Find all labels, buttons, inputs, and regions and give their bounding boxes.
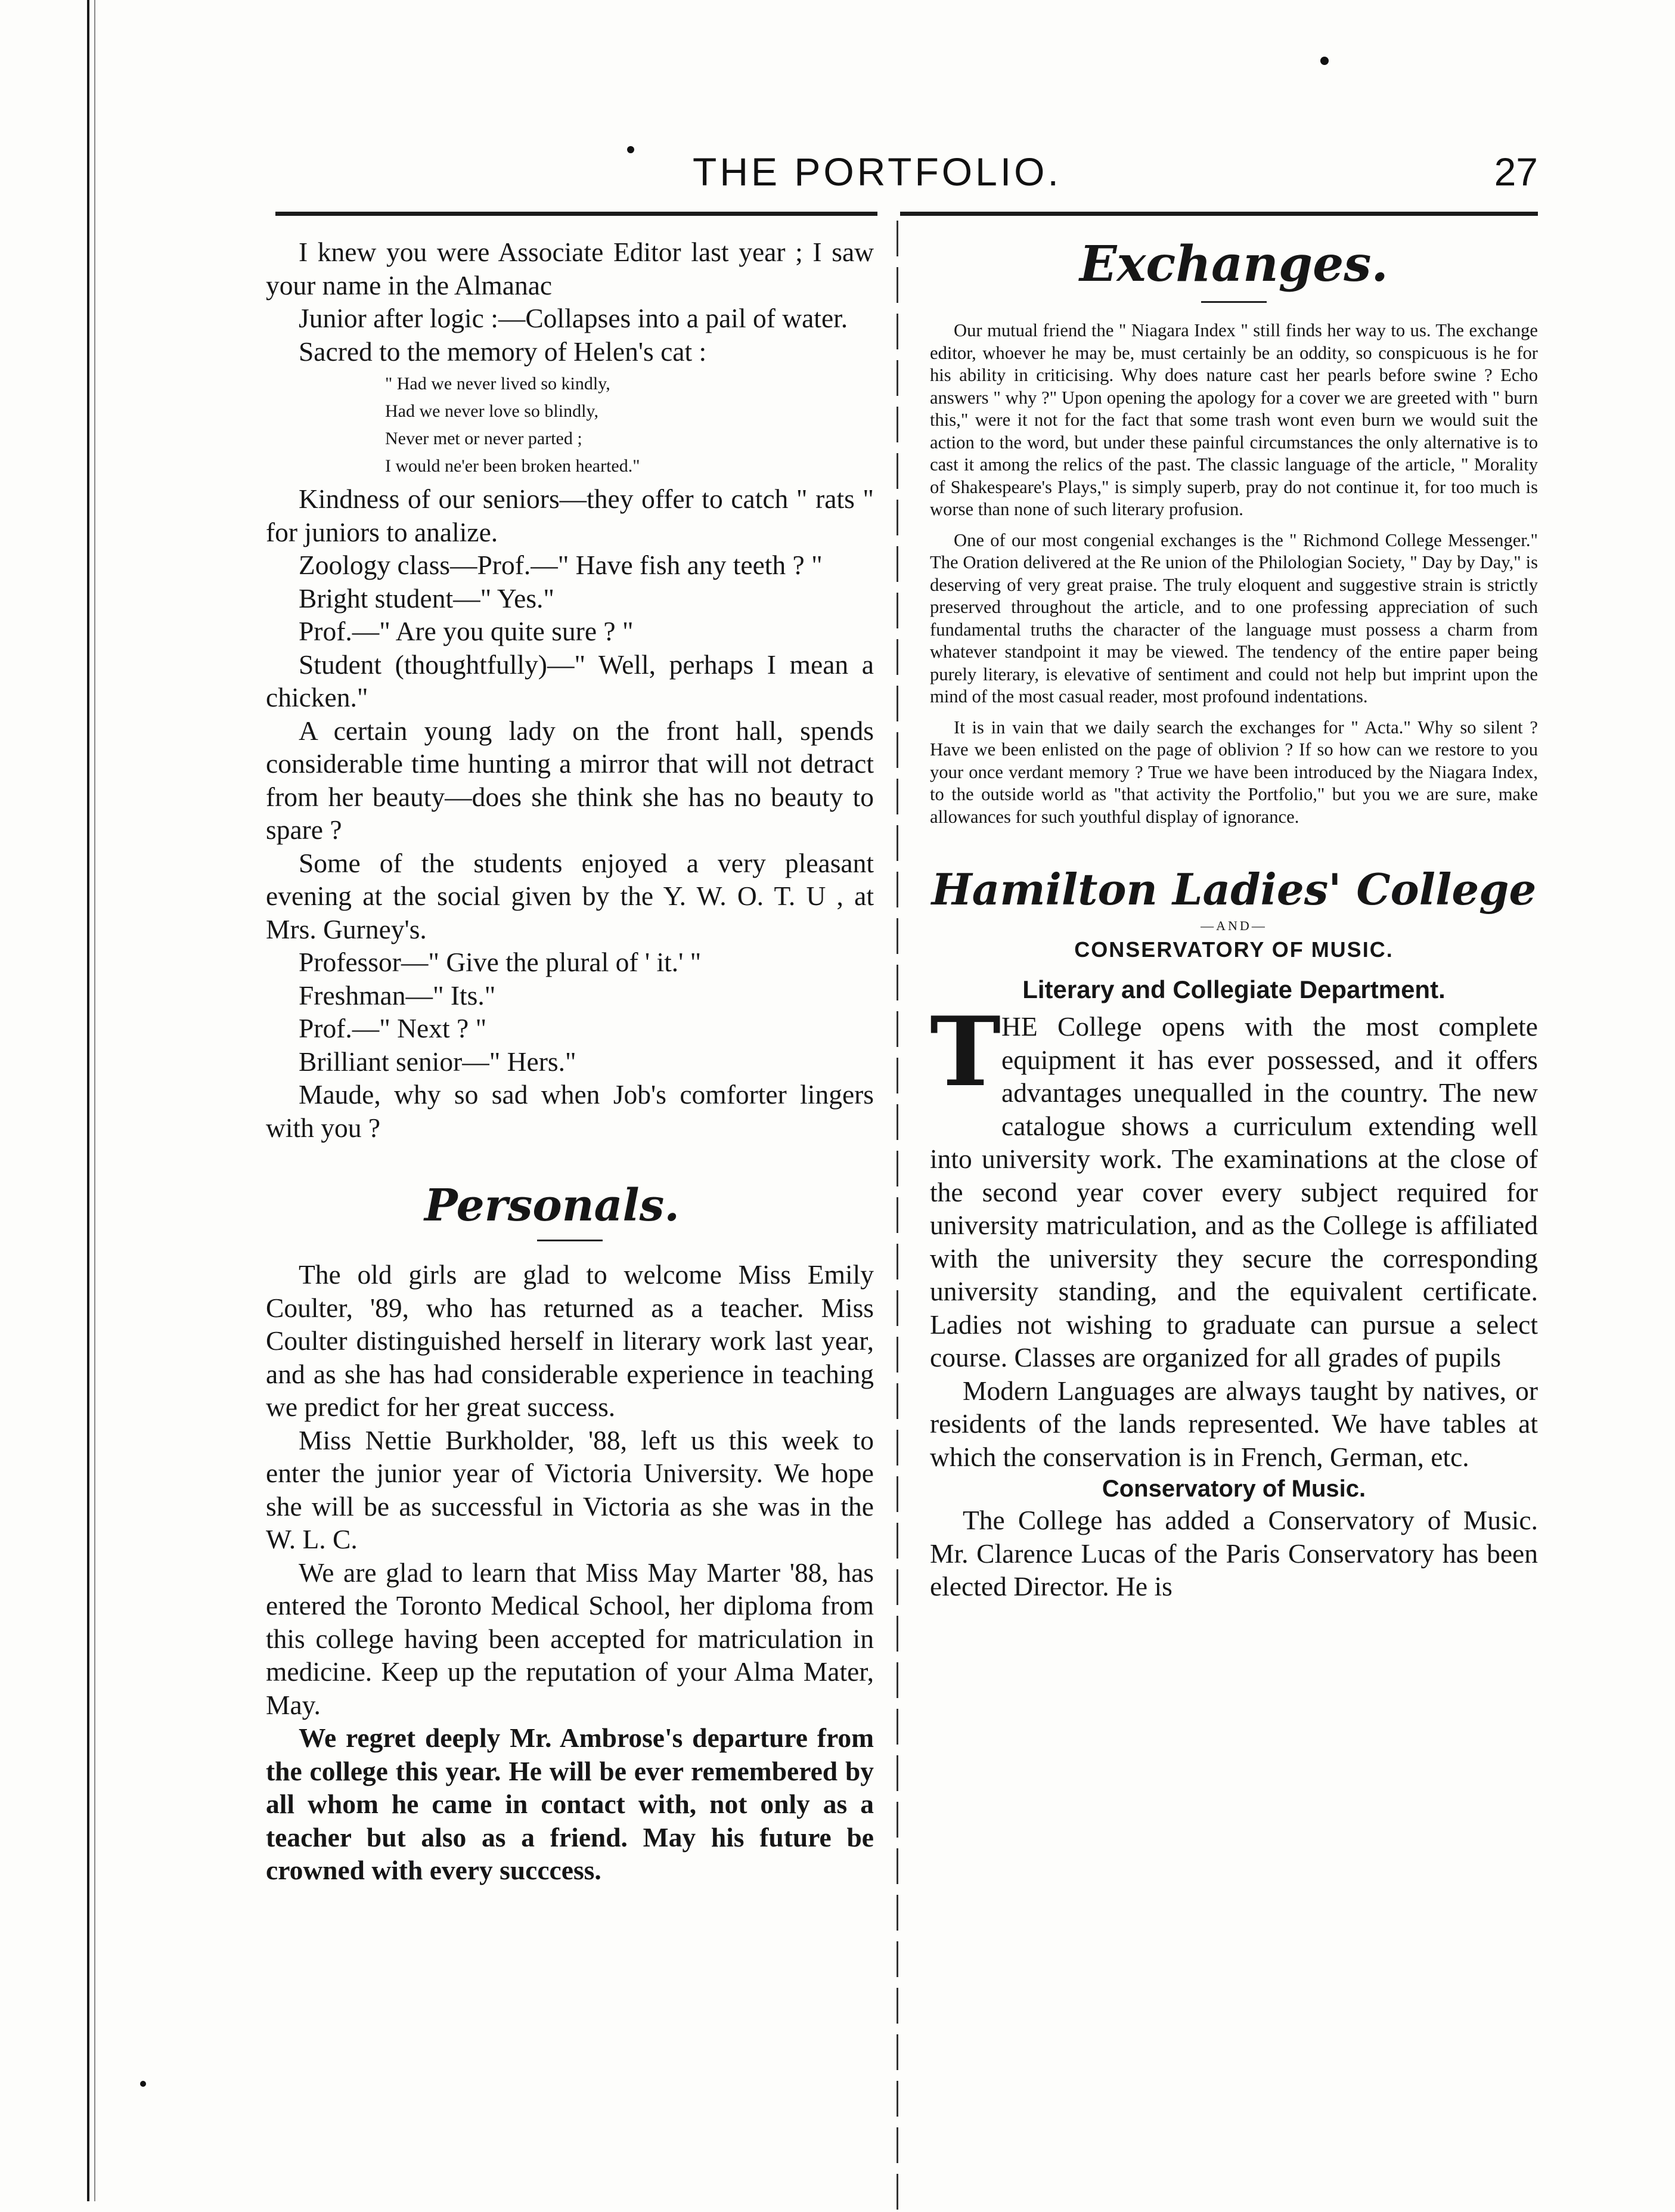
college-subtitle: CONSERVATORY OF MUSIC. bbox=[1074, 937, 1394, 962]
verse-line: Had we never love so blindly, bbox=[385, 401, 598, 421]
left-column bbox=[266, 236, 874, 1887]
paragraph: We are glad to learn that Miss May Marter '88, has entered the Toronto Medical School, her diploma from this college having been accepted for matriculation in medicine. Keep up the reputation of your Alma Mater, May. bbox=[266, 1557, 874, 1720]
paragraph: The old girls are glad to welcome Miss Emily Coulter, '89, who has returned as a teacher. Miss Coulter distinguished herself in literary work last year, and as she has had considerable experience in teaching we predict for her great success. bbox=[266, 1259, 874, 1422]
paragraph: A certain young lady on the front hall, spends considerable time hunting a mirror that will not detract from her beauty—does she think she has no beauty to spare ? bbox=[266, 715, 874, 845]
paragraph: Prof.—" Next ? " bbox=[299, 1013, 487, 1043]
verse-line: I would ne'er been broken hearted." bbox=[385, 456, 640, 476]
header-rule-right bbox=[900, 212, 1538, 216]
publication-title: THE PORTFOLIO. bbox=[693, 150, 1062, 194]
verse-block bbox=[385, 370, 874, 480]
ink-speck bbox=[1320, 57, 1329, 65]
paragraph: Junior after logic :—Collapses into a pail of water. bbox=[299, 303, 848, 333]
department-heading: Literary and Collegiate Department. bbox=[1022, 975, 1446, 1003]
college-and: —AND— bbox=[1201, 918, 1267, 933]
paragraph: Our mutual friend the " Niagara Index " still finds her way to us. The exchange editor, whoever he may be, must certainly be an oddity, so conspicuous is he for his ability in criticising. Why does nature cast her pearls before swine ? Echo answers " why ?" Upon opening the apology for a cover we are greeted with " burn this," were it not for the fact that some trash wont even burn we would suit the action to the word, but under these painful circumstances the only alternative is to cast it among the relics of the past. The classic language of the article, " Morality of Shakespeare's Plays," is simply superb, pray do not continue it, for too much is worse than none of such literary profusion. bbox=[930, 320, 1538, 519]
paragraph: Student (thoughtfully)—" Well, perhaps I mean a chicken." bbox=[266, 649, 874, 712]
paragraph: The College has added a Conservatory of Music. Mr. Clarence Lucas of the Paris Conservatory has been elected Director. He is bbox=[930, 1505, 1538, 1601]
paragraph bbox=[930, 996, 1538, 1374]
college-advert-title: Hamilton Ladies' College bbox=[931, 864, 1537, 915]
paragraph: I knew you were Associate Editor last year ; I saw your name in the Almanac bbox=[266, 237, 874, 300]
paragraph: We regret deeply Mr. Ambrose's departure from the college this year. He will be ever remembered by all whom he came in contact with, not only as a teacher but also as a friend. May his future be crowned with every succcess. bbox=[266, 1722, 874, 1885]
paragraph: One of our most congenial exchanges is the " Richmond College Messenger." The Oration delivered at the Re union of the Philologian Society, " Day by Day," is deserving of very great praise. The truly eloquent and suggestive strain is strictly preserved throughout the article, and to one professing appreciation of such fundamental truths the character of the language must possess a charm from whatever standpoint it may be viewed. The tendency of the entire paper being purely literary, is elevative of sentiment and could not help but imprint upon the mind of the most casual reader, most profound indentations. bbox=[930, 529, 1538, 707]
column-divider bbox=[897, 221, 898, 2212]
verse-line: Never met or never parted ; bbox=[385, 429, 582, 448]
paragraph: Bright student—" Yes." bbox=[299, 583, 555, 614]
paragraph: Modern Languages are always taught by natives, or residents of the lands represented. We have tables at which the conservation is in French, German, etc. bbox=[930, 1375, 1538, 1472]
binding-edge-shadow bbox=[94, 0, 95, 2201]
paragraph: Miss Nettie Burkholder, '88, left us this week to enter the junior year of Victoria University. We hope she will be as successful in Victoria as she was in the W. L. C. bbox=[266, 1424, 874, 1554]
paragraph-text: HE College opens with the most complete equipment it has ever possessed, and it offers advantages unequalled in the country. The new catalogue shows a curriculum extending well into university work. The examinations at the close of the second year cover every subject required for university matriculation, and as the College is affiliated with the university they secure the corresponding university standing, and the equivalent certificate. Ladies not wishing to graduate can pursue a select course. Classes are organized for all grades of pupils bbox=[930, 1011, 1538, 1373]
paragraph: Freshman—" Its." bbox=[299, 980, 496, 1011]
paragraph: Prof.—" Are you quite sure ? " bbox=[299, 616, 634, 646]
page-header bbox=[268, 149, 1538, 203]
paragraph: Some of the students enjoyed a very pleasant evening at the social given by the Y. W. O. T. U , at Mrs. Gurney's. bbox=[266, 847, 874, 944]
paragraph: Professor—" Give the plural of ' it.' " bbox=[299, 947, 702, 977]
paragraph: Zoology class—Prof.—" Have fish any teeth ? " bbox=[299, 550, 823, 580]
paragraph: Brilliant senior—" Hers." bbox=[299, 1046, 576, 1077]
header-rule-left bbox=[275, 212, 877, 216]
ink-speck bbox=[140, 2081, 146, 2087]
heading-rule bbox=[1201, 301, 1267, 303]
paragraph: Maude, why so sad when Job's comforter lingers with you ? bbox=[266, 1079, 874, 1143]
paragraph: Kindness of our seniors—they offer to catch " rats " for juniors to analize. bbox=[266, 484, 874, 547]
personals-heading: Personals. bbox=[424, 1180, 680, 1231]
paragraph: It is in vain that we daily search the exchanges for " Acta." Why so silent ? Have we been enlisted on the page of oblivion ? If so how can we restore to you your once verdant memory ? True we have been introduced by the Niagara Index, to the outside world as "that activity the Portfolio," but you we are sure, make allowances for such youthful display of ignorance. bbox=[930, 717, 1538, 827]
verse-line: " Had we never lived so kindly, bbox=[385, 374, 610, 394]
music-heading: Conservatory of Music. bbox=[1102, 1476, 1366, 1502]
heading-rule bbox=[537, 1240, 603, 1241]
right-column bbox=[930, 236, 1538, 1603]
page-number: 27 bbox=[1494, 150, 1538, 194]
dropcap-letter: T bbox=[930, 996, 1001, 1108]
paragraph: Sacred to the memory of Helen's cat : bbox=[299, 336, 707, 367]
binding-edge-line bbox=[87, 0, 89, 2201]
exchanges-heading: Exchanges. bbox=[1080, 236, 1388, 293]
